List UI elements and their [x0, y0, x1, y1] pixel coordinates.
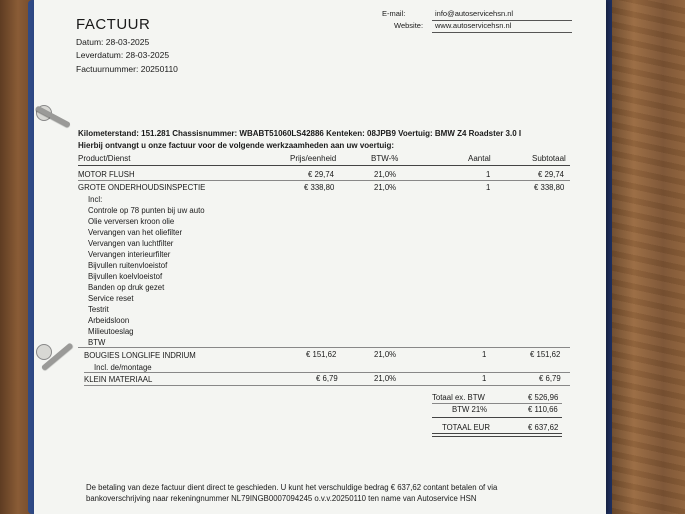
item-qty: 1 [482, 350, 487, 359]
email-value[interactable]: info@autoservicehsn.nl [435, 9, 514, 18]
item-vat: 21,0% [374, 183, 397, 192]
row-rule [84, 372, 570, 373]
item-note: Incl. de/montage [94, 363, 152, 372]
item-name: KLEIN MATERIAAL [84, 375, 153, 384]
item-vat: 21,0% [374, 170, 397, 179]
website-value[interactable]: www.autoservicehsn.nl [435, 21, 512, 30]
detail-line: Banden op druk gezet [88, 283, 165, 292]
vehicle-info: Kilometerstand: 151.281 Chassisnummer: WBABT51060LS42886 Kenteken: 08JPB9 Voertuig: BMW Z4 Roadster 3.0 I [78, 129, 522, 138]
item-price: € 151,62 [306, 350, 337, 359]
item-price: € 6,79 [316, 374, 338, 383]
totals-rule [432, 403, 562, 404]
invoice-number: Factuurnummer: 20250110 [76, 64, 178, 74]
col-subtotal: Subtotaal [532, 154, 566, 163]
detail-line: Incl: [88, 195, 103, 204]
invoice-title: FACTUUR [76, 16, 151, 33]
vat-label: BTW 21% [452, 405, 488, 414]
item-vat: 21,0% [374, 374, 397, 383]
row-rule [78, 347, 570, 348]
detail-line: BTW [88, 338, 106, 347]
col-price: Prijs/eenheid [290, 154, 337, 163]
detail-line: Olie verversen kroon olie [88, 217, 175, 226]
vat-value: € 110,66 [528, 405, 558, 414]
website-underline [432, 32, 572, 33]
totals-double-rule [432, 436, 562, 437]
detail-line: Bijvullen ruitenvloeistof [88, 261, 168, 270]
item-qty: 1 [486, 170, 491, 179]
header-rule [78, 165, 570, 166]
col-qty: Aantal [468, 154, 491, 163]
invoice-date: Datum: 28-03-2025 [76, 37, 150, 47]
item-qty: 1 [486, 183, 491, 192]
total-ex-vat-value: € 526,96 [528, 393, 559, 402]
website-label: Website: [394, 21, 424, 30]
totals-rule [432, 433, 562, 434]
item-price: € 29,74 [308, 170, 335, 179]
detail-line: Milieutoeslag [88, 327, 134, 336]
totals-rule [432, 417, 562, 418]
item-name: MOTOR FLUSH [78, 170, 135, 179]
detail-line: Arbeidsloon [88, 316, 130, 325]
detail-line: Vervangen van het oliefilter [88, 228, 183, 237]
detail-line: Vervangen van luchtfilter [88, 239, 174, 248]
col-vat: BTW-% [371, 154, 399, 163]
detail-line: Vervangen interieurfilter [88, 250, 171, 259]
intro-line: Hierbij ontvangt u onze factuur voor de volgende werkzaamheden aan uw voertuig: [78, 141, 395, 150]
detail-line: Controle op 78 punten bij uw auto [88, 206, 205, 215]
row-rule [78, 180, 570, 181]
col-product: Product/Dienst [78, 154, 131, 163]
item-subtotal: € 6,79 [539, 374, 561, 383]
item-name: BOUGIES LONGLIFE INDRIUM [84, 351, 196, 360]
wood-surface-right [612, 0, 685, 514]
total-value: € 637,62 [528, 423, 559, 432]
invoice-page [34, 0, 606, 514]
item-price: € 338,80 [304, 183, 335, 192]
detail-line: Bijvullen koelvloeistof [88, 272, 163, 281]
delivery-date: Leverdatum: 28-03-2025 [76, 50, 170, 60]
item-vat: 21,0% [374, 350, 397, 359]
payment-terms-line1: De betaling van deze factuur dient direct te geschieden. U kunt het verschuldige bedrag € 637,62 contant betalen of via [86, 483, 498, 492]
punch-hole-bottom [36, 344, 52, 360]
payment-terms-line2: bankoverschrijving naar rekeningnummer NL79INGB0007094245 o.v.v.20250110 ten name van Autoservice HSN [86, 494, 477, 503]
row-rule [84, 385, 570, 386]
email-label: E-mail: [382, 9, 406, 18]
item-subtotal: € 151,62 [530, 350, 561, 359]
total-ex-vat-label: Totaal ex. BTW [432, 393, 485, 402]
item-qty: 1 [482, 374, 487, 383]
item-subtotal: € 29,74 [538, 170, 565, 179]
total-label: TOTAAL EUR [442, 423, 490, 432]
item-name: GROTE ONDERHOUDSINSPECTIE [78, 183, 206, 192]
detail-line: Service reset [88, 294, 134, 303]
detail-line: Testrit [88, 305, 109, 314]
item-subtotal: € 338,80 [534, 183, 565, 192]
